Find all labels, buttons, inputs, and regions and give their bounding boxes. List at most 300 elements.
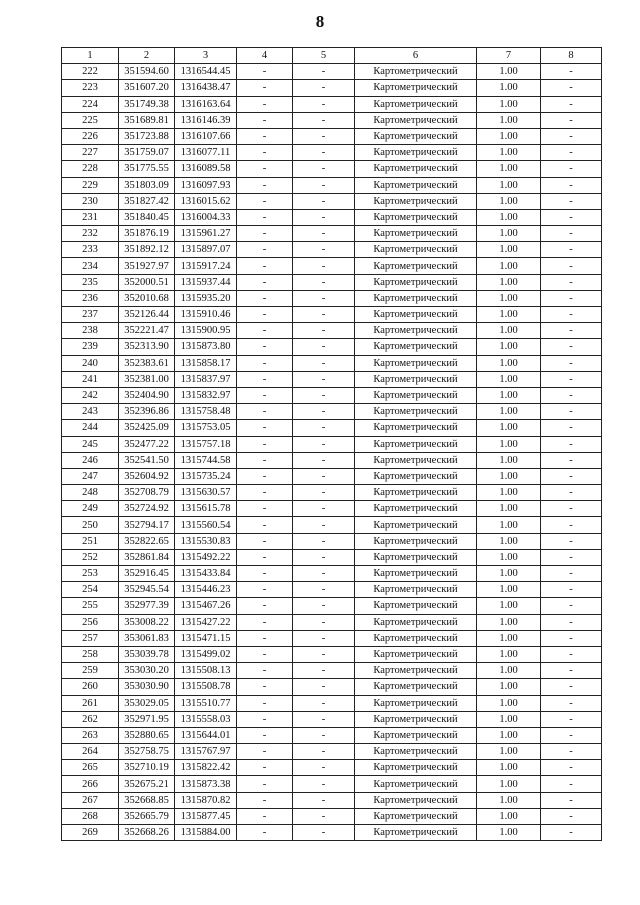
table-cell: 1.00: [477, 566, 541, 582]
table-cell: 262: [62, 711, 119, 727]
table-cell: 352383.61: [119, 355, 175, 371]
table-cell: 351803.09: [119, 177, 175, 193]
table-row: [62, 339, 602, 355]
table-row: [62, 582, 602, 598]
table-cell: -: [237, 776, 293, 792]
table-cell: -: [237, 695, 293, 711]
table-cell: Картометрический: [355, 323, 477, 339]
table-cell: Картометрический: [355, 290, 477, 306]
table-header-row: [62, 48, 602, 64]
table-cell: -: [541, 825, 602, 841]
table-cell: 246: [62, 452, 119, 468]
table-cell: 353030.90: [119, 679, 175, 695]
table-cell: 226: [62, 128, 119, 144]
table-cell: 1315508.78: [175, 679, 237, 695]
table-cell: 251: [62, 533, 119, 549]
table-cell: -: [541, 193, 602, 209]
table-cell: -: [293, 695, 355, 711]
table-cell: 353039.78: [119, 646, 175, 662]
table-cell: -: [293, 452, 355, 468]
table-cell: -: [237, 744, 293, 760]
table-cell: -: [293, 549, 355, 565]
table-cell: 352710.19: [119, 760, 175, 776]
table-cell: -: [541, 792, 602, 808]
table-cell: Картометрический: [355, 485, 477, 501]
table-cell: 1.00: [477, 420, 541, 436]
table-cell: -: [237, 290, 293, 306]
table-cell: 352126.44: [119, 307, 175, 323]
table-cell: Картометрический: [355, 404, 477, 420]
table-row: [62, 695, 602, 711]
table-cell: 1315467.26: [175, 598, 237, 614]
table-cell: -: [541, 323, 602, 339]
table-cell: -: [541, 533, 602, 549]
table-cell: Картометрический: [355, 727, 477, 743]
table-cell: Картометрический: [355, 64, 477, 80]
table-cell: 230: [62, 193, 119, 209]
table-cell: 1.00: [477, 517, 541, 533]
table-cell: -: [541, 387, 602, 403]
table-row: [62, 177, 602, 193]
table-cell: 1315508.13: [175, 663, 237, 679]
table-cell: 352381.00: [119, 371, 175, 387]
table-cell: 1315560.54: [175, 517, 237, 533]
table-cell: Картометрический: [355, 128, 477, 144]
table-cell: -: [237, 128, 293, 144]
table-cell: 352822.65: [119, 533, 175, 549]
table-cell: 351927.97: [119, 258, 175, 274]
table-cell: 243: [62, 404, 119, 420]
table-row: [62, 549, 602, 565]
table-cell: 1315870.82: [175, 792, 237, 808]
table-cell: -: [237, 355, 293, 371]
table-cell: 1.00: [477, 501, 541, 517]
table-row: [62, 193, 602, 209]
table-cell: 1.00: [477, 339, 541, 355]
header-cell: 3: [175, 48, 237, 64]
table-row: [62, 792, 602, 808]
table-cell: 352604.92: [119, 468, 175, 484]
table-cell: -: [237, 112, 293, 128]
table-row: [62, 226, 602, 242]
table-cell: -: [293, 420, 355, 436]
table-cell: 266: [62, 776, 119, 792]
table-cell: -: [293, 80, 355, 96]
table-cell: -: [237, 663, 293, 679]
table-cell: 353029.05: [119, 695, 175, 711]
table-cell: -: [541, 355, 602, 371]
table-cell: 1315767.97: [175, 744, 237, 760]
table-cell: 1.00: [477, 533, 541, 549]
table-cell: 1.00: [477, 161, 541, 177]
table-row: [62, 258, 602, 274]
table-cell: 1315900.95: [175, 323, 237, 339]
table-row: [62, 128, 602, 144]
table-cell: -: [541, 209, 602, 225]
table-cell: -: [293, 323, 355, 339]
table-cell: Картометрический: [355, 258, 477, 274]
table-cell: 1316004.33: [175, 209, 237, 225]
table-cell: -: [293, 226, 355, 242]
header-cell: 7: [477, 48, 541, 64]
table-cell: -: [541, 582, 602, 598]
table-cell: 1.00: [477, 436, 541, 452]
table-cell: 352945.54: [119, 582, 175, 598]
table-cell: -: [541, 177, 602, 193]
table-cell: Картометрический: [355, 274, 477, 290]
table-row: [62, 776, 602, 792]
table-cell: Картометрический: [355, 145, 477, 161]
table-cell: -: [541, 517, 602, 533]
table-cell: -: [541, 663, 602, 679]
table-cell: -: [237, 760, 293, 776]
table-cell: 352971.95: [119, 711, 175, 727]
table-cell: 1315961.27: [175, 226, 237, 242]
table-cell: -: [293, 112, 355, 128]
table-cell: 1315758.48: [175, 404, 237, 420]
table-cell: 1.00: [477, 387, 541, 403]
table-cell: -: [541, 727, 602, 743]
table-cell: Картометрический: [355, 695, 477, 711]
table-cell: -: [293, 776, 355, 792]
table-cell: -: [293, 808, 355, 824]
table-cell: 1.00: [477, 258, 541, 274]
table-row: [62, 808, 602, 824]
table-cell: 241: [62, 371, 119, 387]
table-cell: 1.00: [477, 630, 541, 646]
table-cell: -: [293, 339, 355, 355]
table-cell: -: [293, 64, 355, 80]
table-cell: 234: [62, 258, 119, 274]
table-cell: 1.00: [477, 614, 541, 630]
table-cell: Картометрический: [355, 501, 477, 517]
table-cell: 352000.51: [119, 274, 175, 290]
table-cell: 259: [62, 663, 119, 679]
table-cell: 237: [62, 307, 119, 323]
table-cell: Картометрический: [355, 663, 477, 679]
table-cell: -: [541, 339, 602, 355]
table-cell: Картометрический: [355, 177, 477, 193]
table-cell: -: [293, 161, 355, 177]
table-row: [62, 533, 602, 549]
table-cell: 1315910.46: [175, 307, 237, 323]
table-cell: -: [541, 307, 602, 323]
table-cell: Картометрический: [355, 307, 477, 323]
table-cell: Картометрический: [355, 760, 477, 776]
table-row: [62, 420, 602, 436]
table-row: [62, 760, 602, 776]
table-cell: 248: [62, 485, 119, 501]
table-cell: Картометрический: [355, 371, 477, 387]
table-cell: 1315877.45: [175, 808, 237, 824]
table-cell: 351689.81: [119, 112, 175, 128]
table-cell: 1315499.02: [175, 646, 237, 662]
table-cell: Картометрический: [355, 533, 477, 549]
table-cell: 1.00: [477, 792, 541, 808]
table-cell: -: [237, 387, 293, 403]
table-cell: 1.00: [477, 808, 541, 824]
table-cell: 1.00: [477, 226, 541, 242]
table-cell: 235: [62, 274, 119, 290]
table-cell: Картометрический: [355, 566, 477, 582]
table-cell: -: [237, 468, 293, 484]
table-cell: 256: [62, 614, 119, 630]
table-cell: -: [293, 209, 355, 225]
table-cell: 269: [62, 825, 119, 841]
table-cell: 254: [62, 582, 119, 598]
table-cell: 1316438.47: [175, 80, 237, 96]
table-cell: 352916.45: [119, 566, 175, 582]
table-cell: -: [237, 825, 293, 841]
table-cell: -: [237, 566, 293, 582]
table-cell: 242: [62, 387, 119, 403]
table-row: [62, 80, 602, 96]
table-cell: 1315735.24: [175, 468, 237, 484]
table-cell: -: [293, 371, 355, 387]
table-cell: Картометрический: [355, 161, 477, 177]
table-cell: 267: [62, 792, 119, 808]
table-cell: -: [541, 776, 602, 792]
table-cell: 1315433.84: [175, 566, 237, 582]
table-cell: -: [237, 209, 293, 225]
table-cell: 352425.09: [119, 420, 175, 436]
table-cell: -: [237, 307, 293, 323]
table-cell: 353061.83: [119, 630, 175, 646]
header-cell: 6: [355, 48, 477, 64]
table-row: [62, 679, 602, 695]
table-cell: 245: [62, 436, 119, 452]
table-cell: Картометрический: [355, 598, 477, 614]
table-cell: 1.00: [477, 177, 541, 193]
table-cell: 1.00: [477, 96, 541, 112]
table-cell: Картометрический: [355, 549, 477, 565]
table-cell: -: [293, 485, 355, 501]
table-cell: 352794.17: [119, 517, 175, 533]
table-cell: 236: [62, 290, 119, 306]
table-cell: Картометрический: [355, 808, 477, 824]
table-cell: 250: [62, 517, 119, 533]
table-cell: 239: [62, 339, 119, 355]
table-cell: -: [541, 436, 602, 452]
table-cell: -: [293, 744, 355, 760]
table-cell: -: [237, 420, 293, 436]
table-cell: Картометрический: [355, 387, 477, 403]
table-cell: 1.00: [477, 274, 541, 290]
table-cell: 264: [62, 744, 119, 760]
table-cell: 1.00: [477, 582, 541, 598]
table-cell: -: [237, 242, 293, 258]
table-cell: 1.00: [477, 679, 541, 695]
table-row: [62, 436, 602, 452]
table-cell: 240: [62, 355, 119, 371]
table-cell: Картометрический: [355, 711, 477, 727]
table-cell: 352396.86: [119, 404, 175, 420]
table-cell: -: [293, 727, 355, 743]
header-cell: 2: [119, 48, 175, 64]
table-cell: -: [541, 420, 602, 436]
table-cell: 1316163.64: [175, 96, 237, 112]
table-cell: 1316146.39: [175, 112, 237, 128]
table-cell: -: [541, 614, 602, 630]
table-row: [62, 96, 602, 112]
table-cell: Картометрический: [355, 792, 477, 808]
table-cell: 232: [62, 226, 119, 242]
table-cell: 1.00: [477, 112, 541, 128]
table-cell: -: [293, 128, 355, 144]
table-cell: 1316107.66: [175, 128, 237, 144]
table-row: [62, 307, 602, 323]
table-cell: 1315935.20: [175, 290, 237, 306]
table-cell: -: [541, 112, 602, 128]
table-cell: -: [237, 533, 293, 549]
table-cell: -: [293, 614, 355, 630]
table-cell: -: [293, 582, 355, 598]
table-cell: -: [541, 679, 602, 695]
table-cell: 1.00: [477, 209, 541, 225]
table-cell: 1315873.80: [175, 339, 237, 355]
table-cell: Картометрический: [355, 582, 477, 598]
table-cell: -: [237, 679, 293, 695]
table-cell: 244: [62, 420, 119, 436]
table-cell: -: [293, 387, 355, 403]
table-cell: 351840.45: [119, 209, 175, 225]
table-row: [62, 566, 602, 582]
header-cell: 1: [62, 48, 119, 64]
table-row: [62, 145, 602, 161]
table-cell: 223: [62, 80, 119, 96]
table-cell: 352010.68: [119, 290, 175, 306]
table-cell: -: [541, 80, 602, 96]
table-cell: 229: [62, 177, 119, 193]
table-cell: -: [293, 679, 355, 695]
table-cell: -: [541, 258, 602, 274]
table-body: [62, 64, 602, 841]
table-row: [62, 112, 602, 128]
table-cell: 260: [62, 679, 119, 695]
table-row: [62, 323, 602, 339]
table-cell: Картометрический: [355, 339, 477, 355]
table-row: [62, 387, 602, 403]
table-cell: 1315492.22: [175, 549, 237, 565]
table-cell: -: [541, 242, 602, 258]
table-cell: 263: [62, 727, 119, 743]
table-cell: 352404.90: [119, 387, 175, 403]
table-cell: -: [541, 468, 602, 484]
table-cell: Картометрический: [355, 436, 477, 452]
table-cell: -: [237, 177, 293, 193]
table-cell: 268: [62, 808, 119, 824]
table-cell: 1.00: [477, 485, 541, 501]
table-cell: 1315757.18: [175, 436, 237, 452]
table-cell: -: [541, 501, 602, 517]
table-cell: Картометрический: [355, 420, 477, 436]
page-number: 8: [315, 12, 325, 31]
table-cell: 1315822.42: [175, 760, 237, 776]
table-cell: 1.00: [477, 695, 541, 711]
table-cell: 1316077.11: [175, 145, 237, 161]
table-cell: -: [541, 566, 602, 582]
table-cell: -: [293, 274, 355, 290]
table-cell: 1315858.17: [175, 355, 237, 371]
table-cell: 265: [62, 760, 119, 776]
table-cell: Картометрический: [355, 744, 477, 760]
table-cell: 1315897.07: [175, 242, 237, 258]
table-cell: 1315427.22: [175, 614, 237, 630]
header-cell: 5: [293, 48, 355, 64]
table-cell: -: [293, 258, 355, 274]
table-cell: 257: [62, 630, 119, 646]
table-cell: -: [293, 307, 355, 323]
table-cell: Картометрический: [355, 614, 477, 630]
table-cell: 352668.26: [119, 825, 175, 841]
table-row: [62, 371, 602, 387]
table-cell: -: [237, 80, 293, 96]
table-cell: -: [541, 744, 602, 760]
table-row: [62, 290, 602, 306]
table-cell: -: [541, 371, 602, 387]
table-cell: -: [237, 64, 293, 80]
table-cell: -: [293, 711, 355, 727]
table-cell: 1316015.62: [175, 193, 237, 209]
table-cell: -: [237, 371, 293, 387]
table-row: [62, 663, 602, 679]
table-cell: 1315917.24: [175, 258, 237, 274]
table-cell: -: [541, 128, 602, 144]
table-row: [62, 64, 602, 80]
table-cell: Картометрический: [355, 242, 477, 258]
table-cell: 351607.20: [119, 80, 175, 96]
table-cell: Картометрический: [355, 226, 477, 242]
table-cell: Картометрический: [355, 96, 477, 112]
table-cell: -: [237, 808, 293, 824]
table-cell: Картометрический: [355, 468, 477, 484]
table-cell: -: [237, 501, 293, 517]
table-cell: Картометрический: [355, 452, 477, 468]
table-cell: 224: [62, 96, 119, 112]
table-cell: Картометрический: [355, 825, 477, 841]
table-cell: -: [293, 193, 355, 209]
table-cell: -: [541, 145, 602, 161]
table-cell: -: [541, 404, 602, 420]
table-cell: 1.00: [477, 776, 541, 792]
table-cell: -: [293, 436, 355, 452]
table-cell: Картометрический: [355, 679, 477, 695]
table-cell: 351594.60: [119, 64, 175, 80]
table-row: [62, 614, 602, 630]
table-row: [62, 646, 602, 662]
table-cell: -: [293, 598, 355, 614]
table-cell: 352668.85: [119, 792, 175, 808]
table-cell: -: [541, 630, 602, 646]
table-cell: 1.00: [477, 549, 541, 565]
table-cell: -: [237, 614, 293, 630]
table-cell: Картометрический: [355, 646, 477, 662]
table-cell: 258: [62, 646, 119, 662]
table-cell: 352880.65: [119, 727, 175, 743]
table-row: [62, 468, 602, 484]
table-cell: 1315471.15: [175, 630, 237, 646]
table-cell: Картометрический: [355, 355, 477, 371]
table-cell: -: [293, 242, 355, 258]
table-cell: 352708.79: [119, 485, 175, 501]
table-cell: -: [293, 468, 355, 484]
table-row: [62, 501, 602, 517]
table-cell: -: [237, 646, 293, 662]
table-row: [62, 727, 602, 743]
table-cell: Картометрический: [355, 776, 477, 792]
table-cell: 247: [62, 468, 119, 484]
table-cell: 1315937.44: [175, 274, 237, 290]
